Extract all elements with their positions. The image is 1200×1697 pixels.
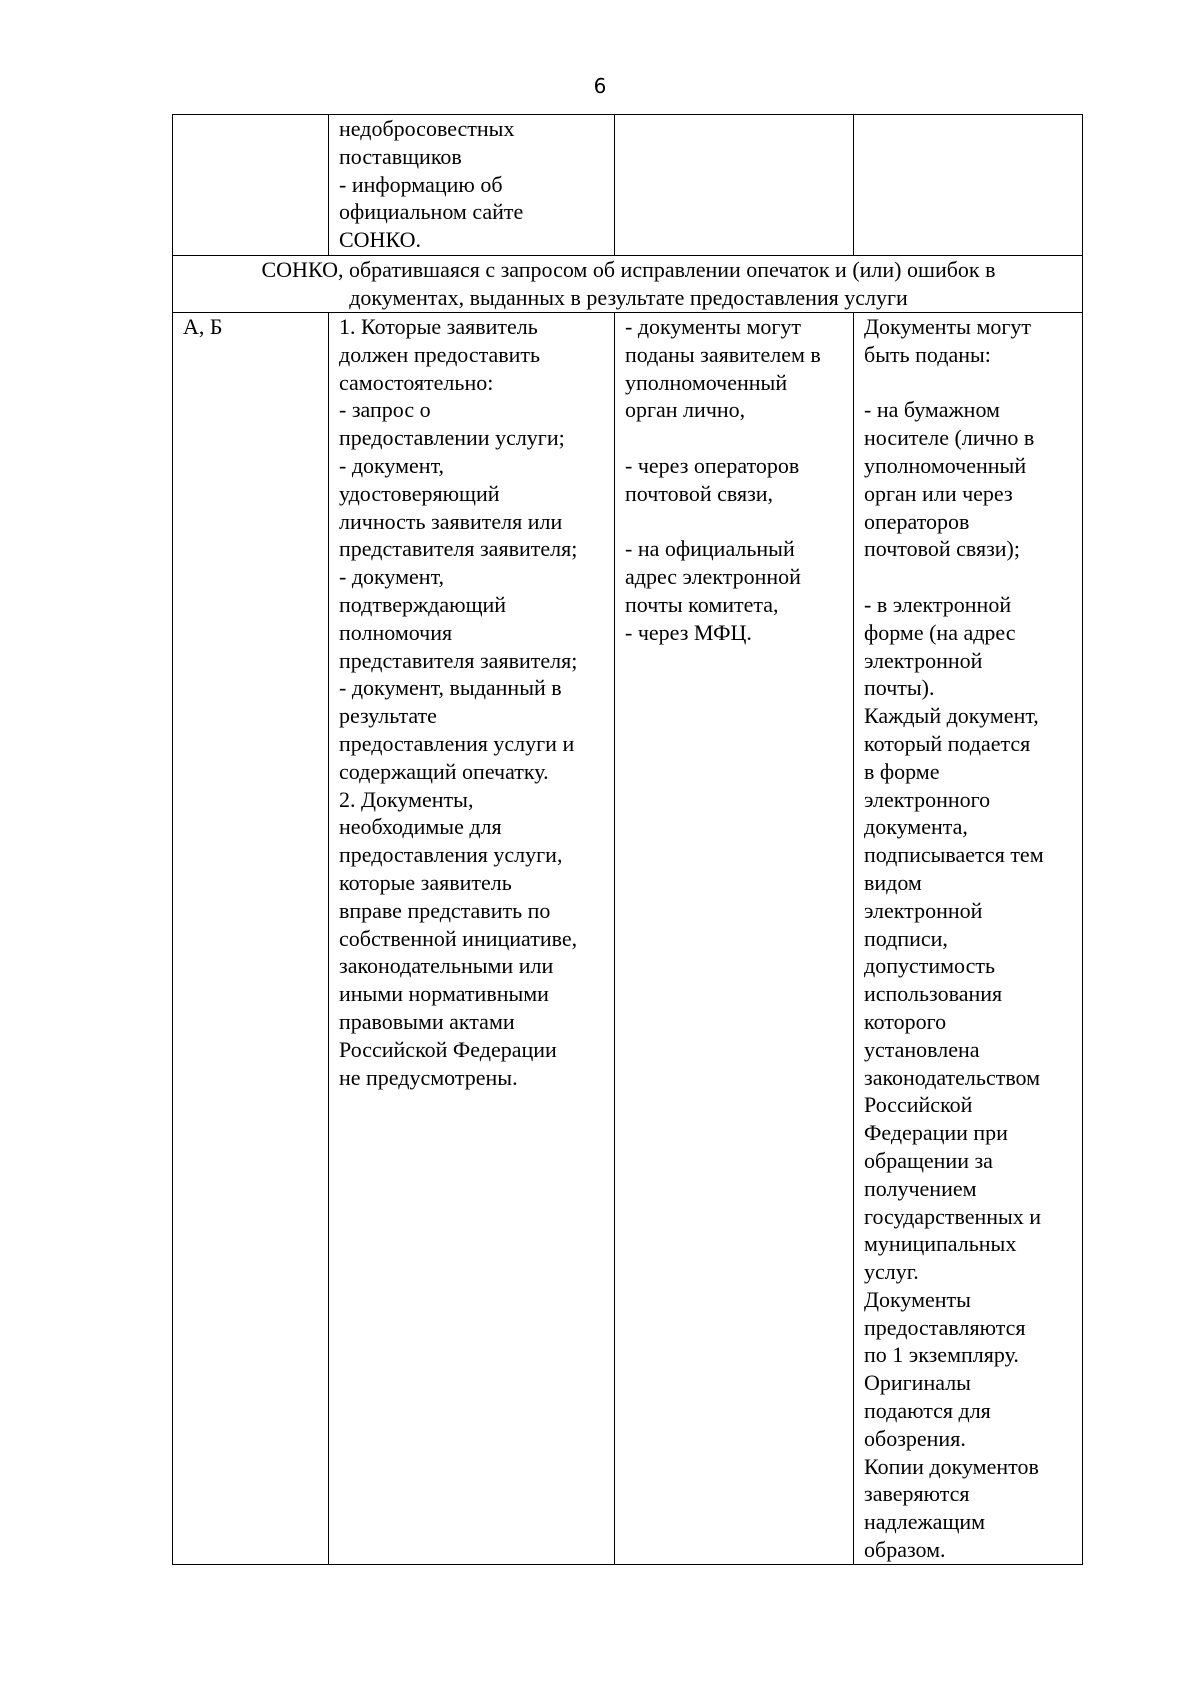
text-line: Документы bbox=[864, 1286, 971, 1312]
text-line: заверяются bbox=[864, 1481, 970, 1507]
text-line: 2. Документы, bbox=[339, 786, 474, 812]
text-line: необходимые для bbox=[339, 814, 502, 840]
text-line: СОНКО, обратившаяся с запросом об исправлении опечаток и (или) ошибок в bbox=[261, 257, 996, 282]
cell-row3-col3 bbox=[615, 313, 854, 1565]
text-line: операторов bbox=[864, 508, 970, 534]
table-row-section-header bbox=[173, 256, 1083, 313]
cell-row3-col4 bbox=[854, 313, 1083, 1565]
text-line: законодательством bbox=[864, 1064, 1041, 1090]
cell-row1-col2 bbox=[329, 115, 615, 256]
text-line: - через МФЦ. bbox=[625, 619, 752, 645]
text-line: - документ, выданный в bbox=[339, 675, 562, 701]
text-line: электронной bbox=[864, 897, 983, 923]
text-line: самостоятельно: bbox=[339, 369, 494, 395]
table-row-main bbox=[173, 313, 1083, 1565]
text-line: собственной инициативе, bbox=[339, 925, 578, 951]
text-line: удостоверяющий bbox=[339, 480, 500, 506]
cell-row3-col2 bbox=[329, 313, 615, 1565]
text-line: почтовой связи); bbox=[864, 536, 1020, 562]
text-line: представителя заявителя; bbox=[339, 647, 578, 673]
section-header-cell bbox=[173, 256, 1083, 313]
text-line: личность заявителя или bbox=[339, 508, 563, 534]
text-line: вправе представить по bbox=[339, 897, 551, 923]
cell-row3-col1 bbox=[173, 313, 329, 1565]
text-line: документах, выданных в результате предоставления услуги bbox=[349, 284, 908, 310]
text-line: правовыми актами bbox=[339, 1008, 515, 1034]
text-line: государственных и bbox=[864, 1203, 1042, 1229]
text-line: орган лично, bbox=[625, 397, 746, 423]
text-line: - на бумажном bbox=[864, 397, 1000, 423]
text-line: электронного bbox=[864, 786, 991, 812]
table-row-continued bbox=[173, 115, 1083, 256]
cell-row1-col1 bbox=[173, 115, 329, 256]
text-line: - документ, bbox=[339, 452, 445, 478]
text-line: должен предоставить bbox=[339, 341, 541, 367]
cell-row1-col4 bbox=[854, 115, 1083, 256]
text-line: предоставляются bbox=[864, 1314, 1026, 1340]
text-line: поставщиков bbox=[339, 143, 462, 169]
text-line: официальном сайте bbox=[339, 199, 524, 225]
text-line: подтверждающий bbox=[339, 591, 507, 617]
text-line: законодательными или bbox=[339, 953, 554, 979]
text-line bbox=[625, 508, 845, 536]
text-line: получением bbox=[864, 1175, 977, 1201]
text-line: Оригиналы bbox=[864, 1370, 971, 1396]
text-line: - запрос о bbox=[339, 397, 431, 423]
text-line: носителе (лично в bbox=[864, 425, 1035, 451]
text-line: - информацию об bbox=[339, 171, 503, 197]
text-line: по 1 экземпляру. bbox=[864, 1342, 1019, 1368]
text-line: видом bbox=[864, 869, 922, 895]
text-line: документа, bbox=[864, 814, 968, 840]
cell-row1-col3 bbox=[615, 115, 854, 256]
text-line: Каждый документ, bbox=[864, 703, 1039, 729]
text-line: услуг. bbox=[864, 1259, 919, 1285]
text-line: форме (на адрес bbox=[864, 619, 1016, 645]
text-line: не предусмотрены. bbox=[339, 1064, 518, 1090]
text-line: Документы могут bbox=[864, 314, 1032, 339]
text-line: СОНКО. bbox=[339, 227, 421, 253]
text-line: уполномоченный bbox=[864, 452, 1027, 478]
text-line bbox=[864, 563, 1074, 591]
text-line: почты). bbox=[864, 675, 935, 701]
text-line: уполномоченный bbox=[625, 369, 788, 395]
text-line: поданы заявителем в bbox=[625, 341, 821, 367]
text-line: предоставления услуги и bbox=[339, 730, 575, 756]
text-line: 1. Которые заявитель bbox=[339, 314, 538, 339]
text-line: установлена bbox=[864, 1036, 980, 1062]
text-line: муниципальных bbox=[864, 1231, 1017, 1257]
text-line: недобросовестных bbox=[339, 116, 515, 141]
text-line: быть поданы: bbox=[864, 341, 991, 367]
text-line: результате bbox=[339, 703, 437, 729]
text-line: подписывается тем bbox=[864, 842, 1044, 868]
text-line: предоставлении услуги; bbox=[339, 425, 565, 451]
text-line: почты комитета, bbox=[625, 591, 779, 617]
text-line: Федерации при bbox=[864, 1120, 1008, 1146]
text-line: орган или через bbox=[864, 480, 1013, 506]
text-line: - в электронной bbox=[864, 591, 1012, 617]
text-line: в форме bbox=[864, 758, 940, 784]
text-line: электронной bbox=[864, 647, 983, 673]
text-line: которого bbox=[864, 1008, 947, 1034]
text-line: представителя заявителя; bbox=[339, 536, 578, 562]
document-table bbox=[172, 114, 1083, 1565]
text-line: Российской Федерации bbox=[339, 1036, 557, 1062]
text-line: почтовой связи, bbox=[625, 480, 774, 506]
text-line: обращении за bbox=[864, 1147, 993, 1173]
text-line: подписи, bbox=[864, 925, 948, 951]
page-number: 6 bbox=[593, 74, 607, 98]
text-line: адрес электронной bbox=[625, 564, 801, 590]
text-line: полномочия bbox=[339, 619, 453, 645]
text-line: А, Б bbox=[183, 314, 223, 339]
text-line: надлежащим bbox=[864, 1509, 986, 1535]
text-line: - на официальный bbox=[625, 536, 795, 562]
text-line: иными нормативными bbox=[339, 981, 549, 1007]
text-line bbox=[864, 369, 1074, 397]
text-line: Копии документов bbox=[864, 1453, 1039, 1479]
text-line: предоставления услуги, bbox=[339, 842, 563, 868]
text-line: который подается bbox=[864, 730, 1031, 756]
text-line: - документ, bbox=[339, 564, 445, 590]
text-line bbox=[625, 424, 845, 452]
text-line: использования bbox=[864, 981, 1003, 1007]
text-line: которые заявитель bbox=[339, 869, 512, 895]
text-line: - через операторов bbox=[625, 452, 800, 478]
text-line: Российской bbox=[864, 1092, 973, 1118]
text-line: допустимость bbox=[864, 953, 996, 979]
text-line: - документы могут bbox=[625, 314, 802, 339]
text-line: подаются для bbox=[864, 1398, 991, 1424]
text-line: содержащий опечатку. bbox=[339, 758, 549, 784]
text-line: обозрения. bbox=[864, 1425, 966, 1451]
text-line: образом. bbox=[864, 1537, 946, 1563]
